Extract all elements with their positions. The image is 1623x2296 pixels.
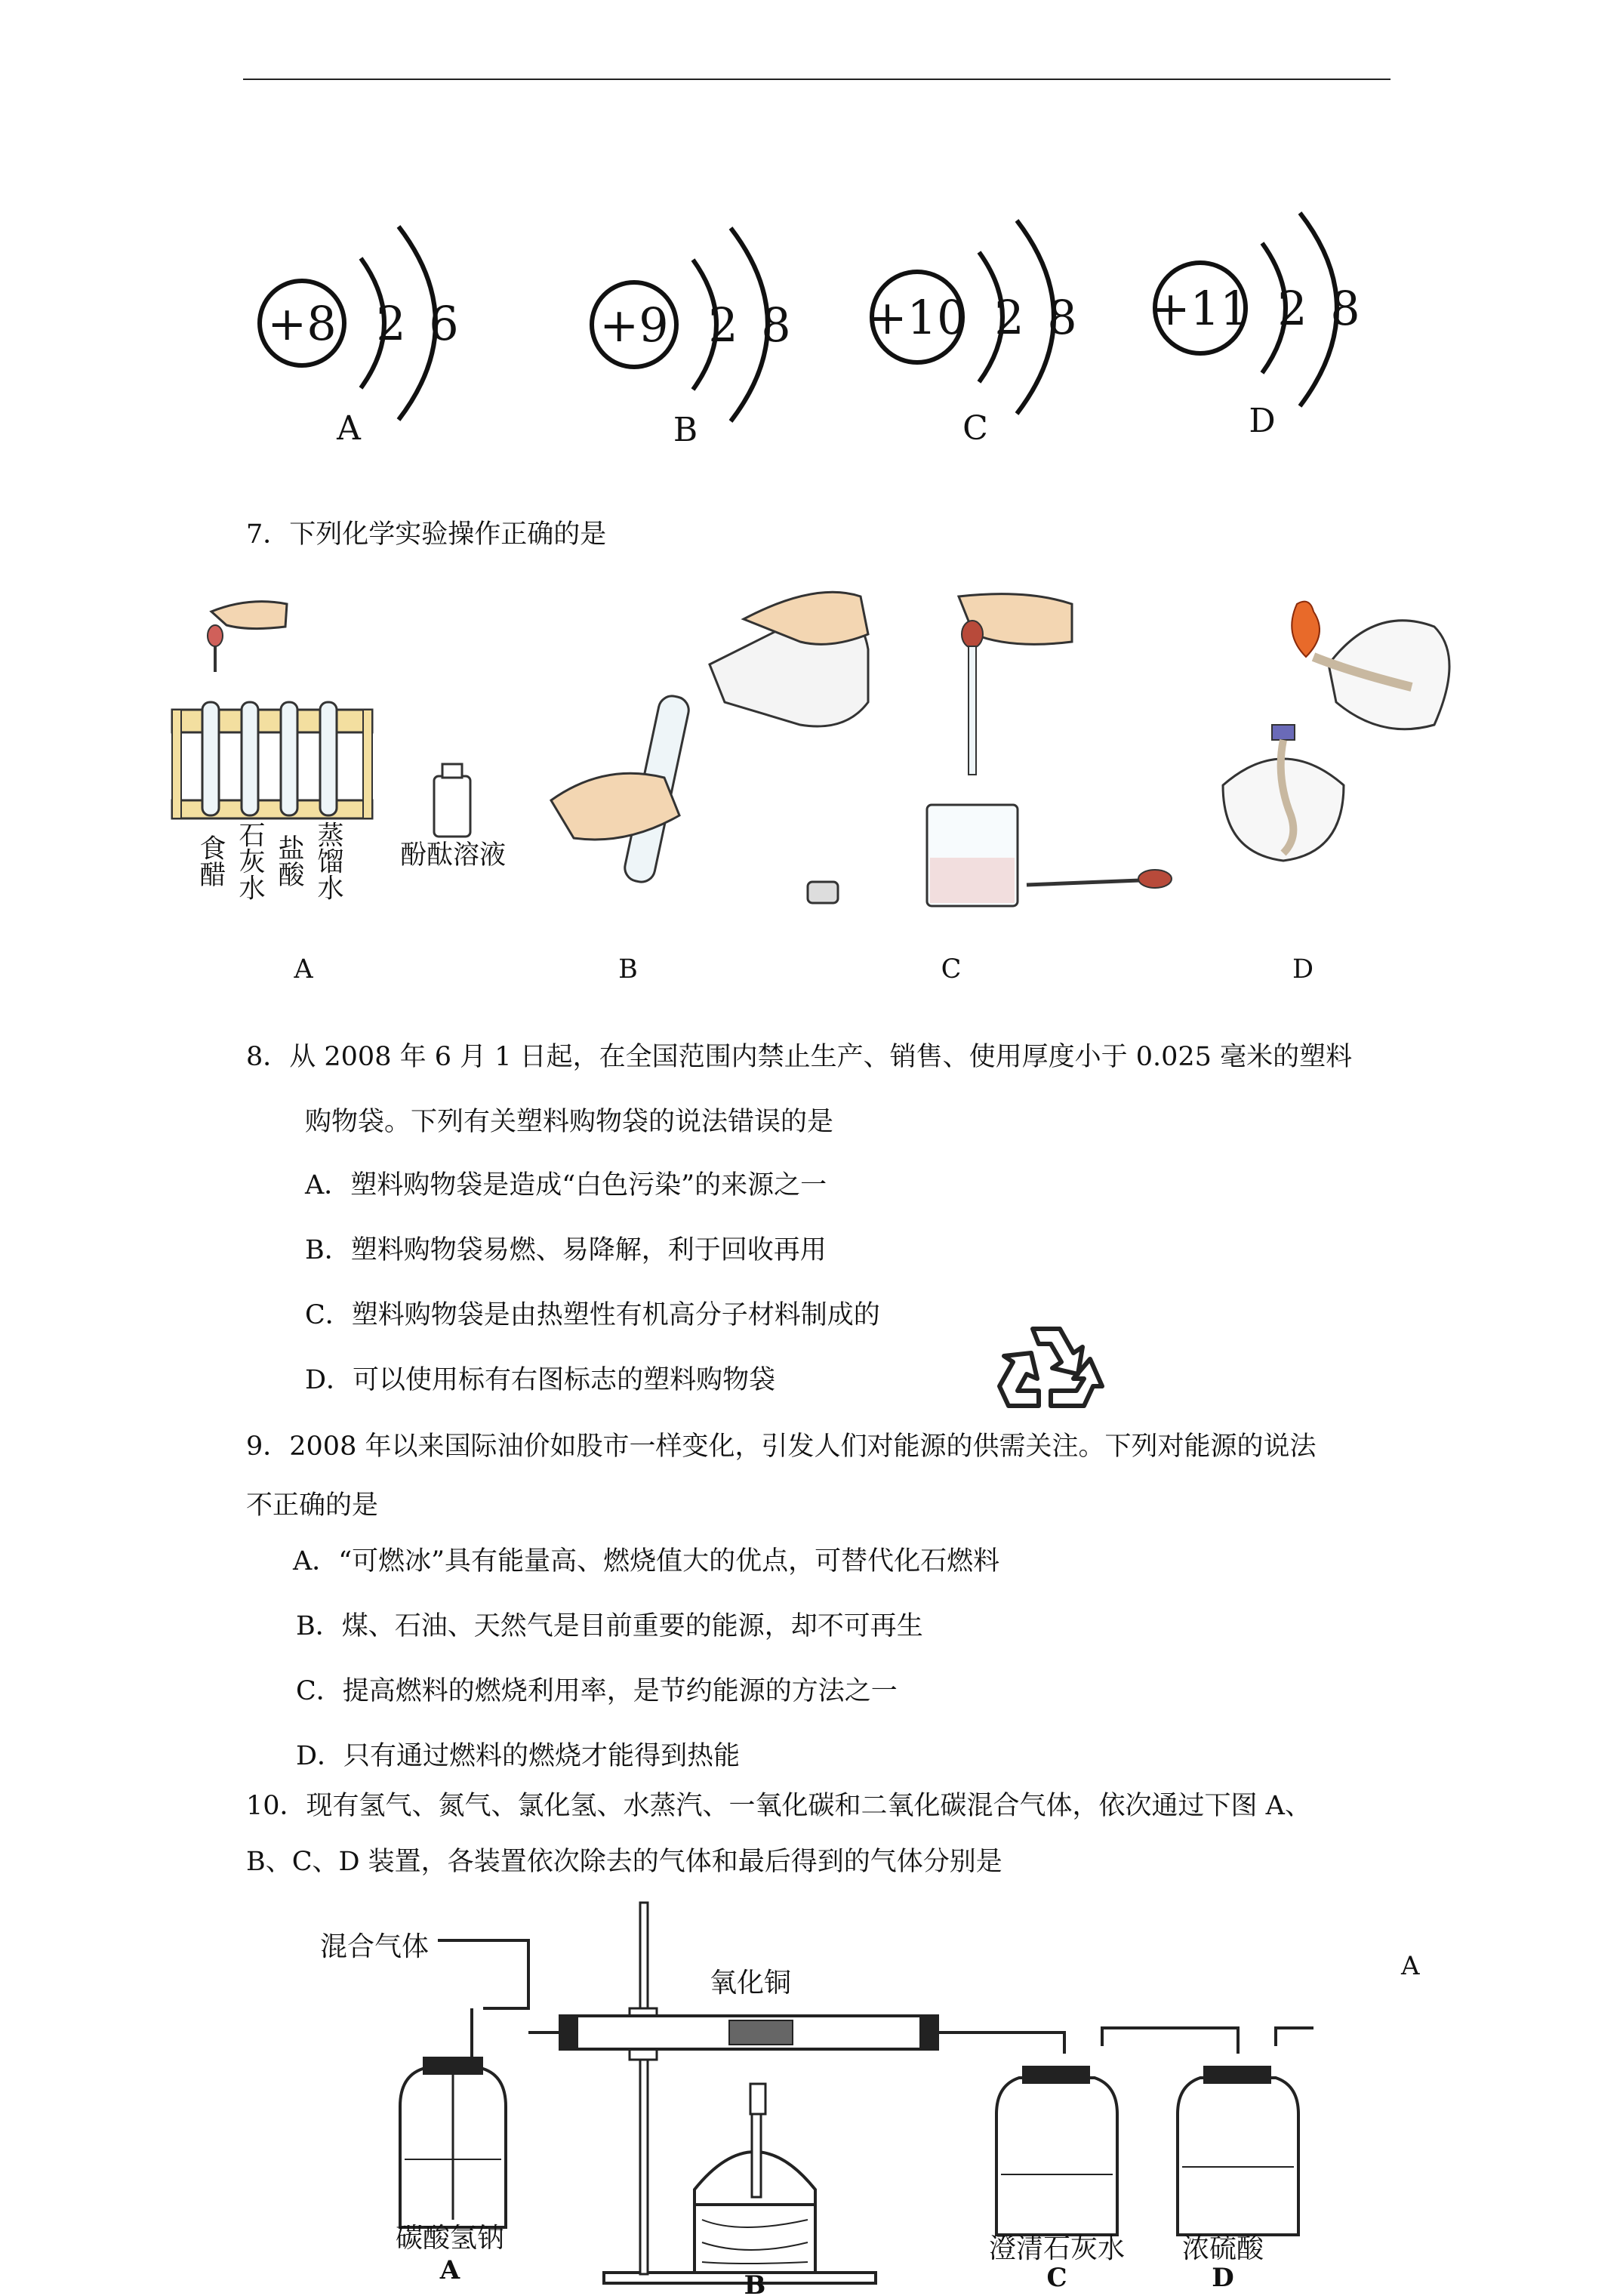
q10-label-a: A (439, 2255, 460, 2285)
q7-figures (0, 574, 1623, 997)
q7-tube-1-label: 食醋 (196, 834, 226, 887)
atom-b-shell1: 2 (708, 297, 738, 353)
q10-mixed-gas-label: 混合气体 (319, 1931, 430, 1962)
q7-c-figure (927, 594, 1172, 906)
q8-stem-line2: 购物袋。下列有关塑料购物袋的说法错误的是 (305, 1107, 834, 1137)
recycle-icon (989, 1314, 1110, 1427)
q9-stem-line1: 9．2008 年以来国际油价如股市一样变化，引发人们对能源的供需关注。下列对能源的说法 (246, 1432, 1317, 1462)
q9-option-b: B．煤、石油、天然气是目前重要的能源，却不可再生 (296, 1611, 923, 1641)
q10-apparatus (0, 1888, 1623, 2296)
atom-c-shell2: 8 (1047, 290, 1077, 345)
atom-c-label: C (962, 409, 988, 448)
q8-stem-line1: 8．从 2008 年 6 月 1 日起，在全国范围内禁止生产、销售、使用厚度小于 0.025 毫米的塑料 (246, 1042, 1353, 1072)
q10-label-b: B (744, 2270, 766, 2296)
q8-option-b: B．塑料购物袋易燃、易降解，利于回收再用 (305, 1235, 827, 1265)
q10-copper-oxide-label: 氧化铜 (709, 1968, 792, 1999)
q9-option-c: C．提高燃料的燃烧利用率，是节约能源的方法之一 (296, 1676, 898, 1706)
q7-option-d: D (1292, 954, 1314, 985)
atom-c-nucleus: +10 (867, 290, 967, 345)
q9-stem-line2: 不正确的是 (246, 1490, 379, 1521)
atom-b-nucleus: +9 (599, 297, 669, 353)
atom-d-shell2: 8 (1330, 281, 1360, 336)
q7-tube-4-label: 蒸馏水 (313, 821, 343, 901)
q7-bottle-label: 酚酞溶液 (399, 840, 507, 871)
q10-stem-line1: 10．现有氢气、氮气、氯化氢、水蒸汽、一氧化碳和二氧化碳混合气体，依次通过下图 A、 (246, 1791, 1311, 1821)
atom-d-nucleus: +11 (1150, 281, 1250, 336)
q7-d-figure (1223, 602, 1449, 861)
atom-a-nucleus: +8 (267, 296, 337, 351)
q10-stem-line2: B、C、D 装置，各装置依次除去的气体和最后得到的气体分别是 (246, 1847, 1002, 1877)
q10-bottle-a-label: 碳酸氢钠 (395, 2223, 505, 2254)
q10-bottle-d-label: 浓硫酸 (1181, 2233, 1264, 2264)
atom-diagrams (0, 189, 1623, 461)
atom-d-shell1: 2 (1277, 281, 1307, 336)
header-rule (243, 79, 1390, 80)
atom-a-shell1: 2 (376, 296, 406, 351)
atom-a-label: A (337, 409, 361, 448)
q8-option-c: C．塑料购物袋是由热塑性有机高分子材料制成的 (305, 1300, 880, 1330)
atom-b-label: B (673, 411, 698, 449)
atom-d-label: D (1249, 402, 1276, 440)
q7-b-figure (551, 592, 868, 903)
q7-option-a: A (294, 954, 313, 985)
atom-c-shell1: 2 (994, 290, 1024, 345)
q9-option-a: A．“可燃冰”具有能量高、燃烧值大的优点，可替代化石燃料 (293, 1546, 1000, 1576)
atom-b-shell2: 8 (761, 297, 791, 353)
q10-bottle-c-label: 澄清石灰水 (988, 2233, 1126, 2264)
q10-label-d: D (1212, 2263, 1234, 2293)
q7-stem: 7．下列化学实验操作正确的是 (246, 519, 607, 550)
q7-tube-3-label: 盐酸 (274, 834, 304, 887)
q8-option-a: A．塑料购物袋是造成“白色污染”的来源之一 (305, 1170, 827, 1200)
atom-a-shell2: 6 (429, 296, 459, 351)
q10-margin-letter: A (1401, 1951, 1420, 1981)
q7-tube-2-label: 石灰水 (235, 821, 265, 901)
q8-option-d: D．可以使用标有右图标志的塑料购物袋 (305, 1365, 776, 1395)
q10-label-c: C (1046, 2263, 1067, 2293)
q7-option-c: C (941, 954, 962, 985)
q7-a-figure (172, 602, 470, 837)
q9-option-d: D．只有通过燃料的燃烧才能得到热能 (296, 1741, 741, 1771)
q7-option-b: B (618, 954, 638, 985)
